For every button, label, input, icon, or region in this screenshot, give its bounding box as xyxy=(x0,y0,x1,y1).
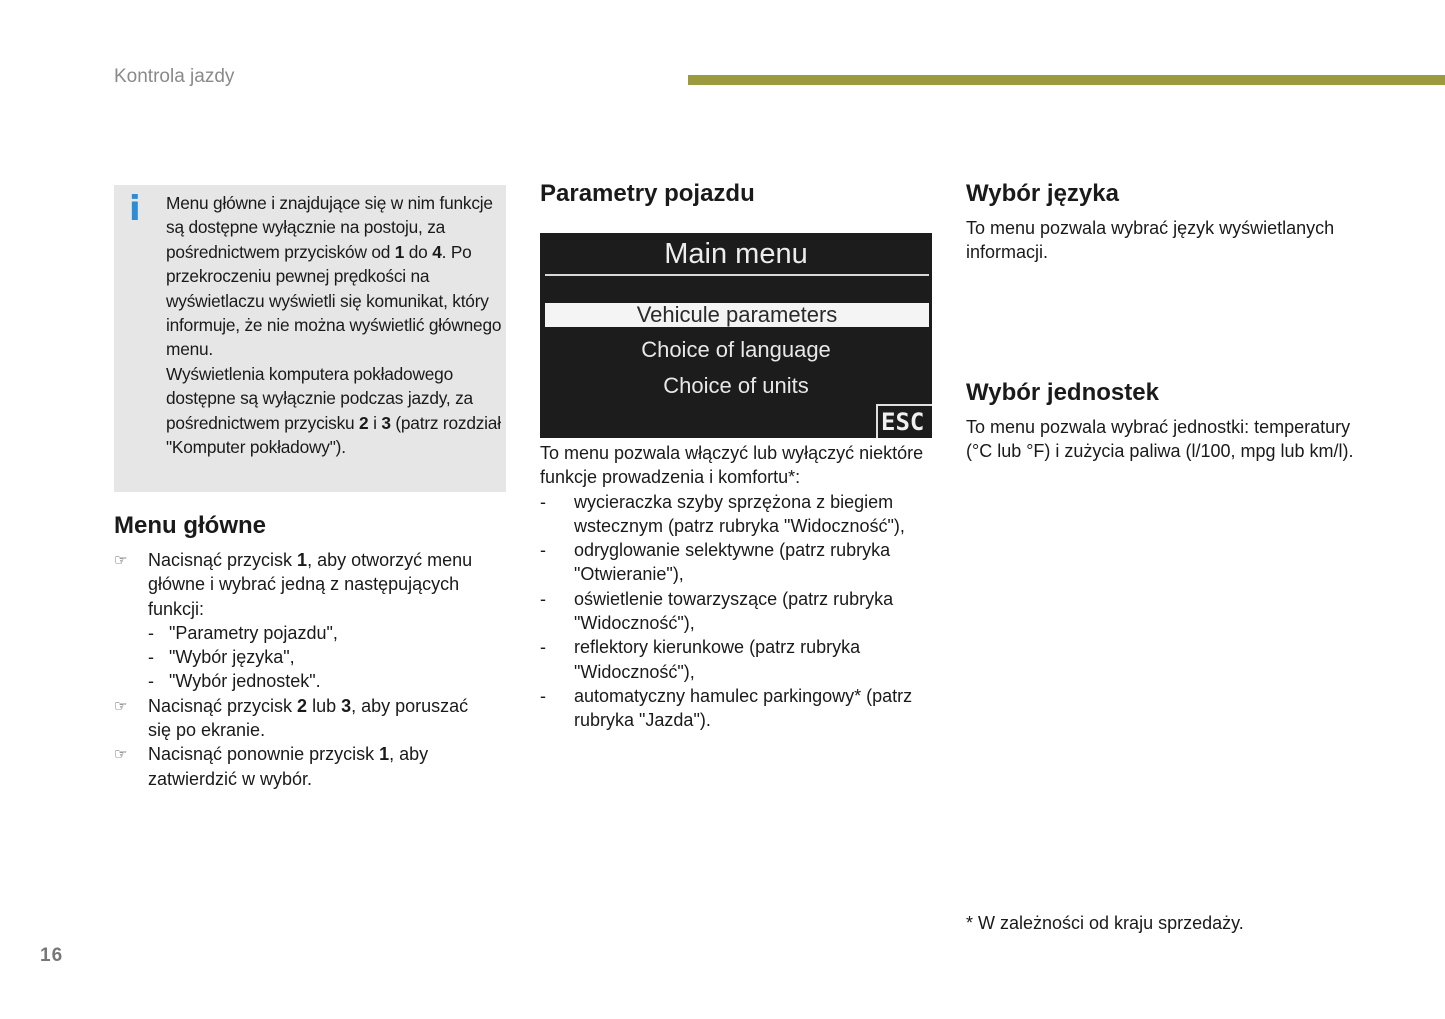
screen-menu-item-selected: Vehicule parameters xyxy=(545,303,929,327)
display-screen xyxy=(540,233,932,438)
sub-item: - "Wybór języka", xyxy=(148,647,295,668)
step-1-text: Nacisnąć przycisk 1, aby otworzyć menu główne i wybrać jedną z następujących funkcji: xyxy=(148,550,473,619)
step-2 xyxy=(114,694,494,743)
info-icon: i xyxy=(129,189,141,229)
section-title: Kontrola jazdy xyxy=(114,66,235,87)
parametry-text xyxy=(540,441,935,733)
pointing-hand-icon: ☞ xyxy=(114,697,128,715)
pointing-hand-icon: ☞ xyxy=(114,746,128,764)
wybor-jezyka-text: To menu pozwala wybrać język wyświetlanych informacji. xyxy=(966,218,1335,263)
step-1 xyxy=(114,548,494,621)
screen-menu-item: Choice of units xyxy=(663,373,809,398)
pointing-hand-icon: ☞ xyxy=(114,552,128,569)
wybor-jednostek-text: To menu pozwala wybrać jednostki: temperatury (°C lub °F) i zużycia paliwa (l/100, mpg lub km/l). xyxy=(966,417,1354,462)
screen-divider xyxy=(545,274,929,276)
sub-item: - "Parametry pojazdu", xyxy=(148,622,338,643)
list-item: - automatyczny hamulec parkingowy* (patrz rubryka "Jazda"). xyxy=(540,685,913,731)
list-item: - wycieraczka szyby sprzężona z biegiem wstecznym (patrz rubryka "Widoczność"), xyxy=(540,491,905,536)
list-item: - reflektory kierunkowe (patrz rubryka "Widoczność"), xyxy=(540,637,861,682)
step-2-text: Nacisnąć przycisk 2 lub 3, aby poruszać się po ekranie. xyxy=(148,695,469,741)
wybor-jednostek-heading: Wybór jednostek xyxy=(966,379,1159,406)
step-3-text: Nacisnąć ponownie przycisk 1, aby zatwierdzić w wybór. xyxy=(148,744,429,789)
list-item: - oświetlenie towarzyszące (patrz rubryka "Widoczność"), xyxy=(540,588,894,634)
screen-title: Main menu xyxy=(664,238,808,270)
info-text xyxy=(166,191,502,459)
header-rule xyxy=(688,75,1445,85)
sub-item: - "Wybór jednostek". xyxy=(148,671,321,692)
info-paragraph-1: Menu główne i znajdujące się w nim funkcje są dostępne wyłącznie na postoju, za pośrednictwem przycisków od 1 do 4. Po przekroczeniu pewnej prędkości na wyświetlaczu wyświetli się komunikat, który informuje, że nie można wyświetlić głównego menu. xyxy=(166,193,502,360)
step-3 xyxy=(114,742,494,791)
list-item: - odryglowanie selektywne (patrz rubryka "Otwieranie"), xyxy=(540,540,891,585)
info-paragraph-2: Wyświetlenia komputera pokładowego dostępne są wyłącznie podczas jazdy, za pośrednictwem przycisku 2 i 3 (patrz rozdział "Komputer pokładowy"). xyxy=(166,363,501,458)
menu-steps xyxy=(114,548,494,791)
wybor-jezyka-heading: Wybór języka xyxy=(966,180,1119,207)
page-number: 16 xyxy=(40,945,64,966)
esc-label: ESC xyxy=(876,404,932,438)
footnote: * W zależności od kraju sprzedaży. xyxy=(966,913,1244,933)
parametry-intro: To menu pozwala włączyć lub wyłączyć niektóre funkcje prowadzenia i komfortu*: xyxy=(540,443,924,488)
menu-glowne-heading: Menu główne xyxy=(114,512,266,539)
screen-menu-item: Choice of language xyxy=(641,337,831,362)
parametry-heading: Parametry pojazdu xyxy=(540,180,755,207)
